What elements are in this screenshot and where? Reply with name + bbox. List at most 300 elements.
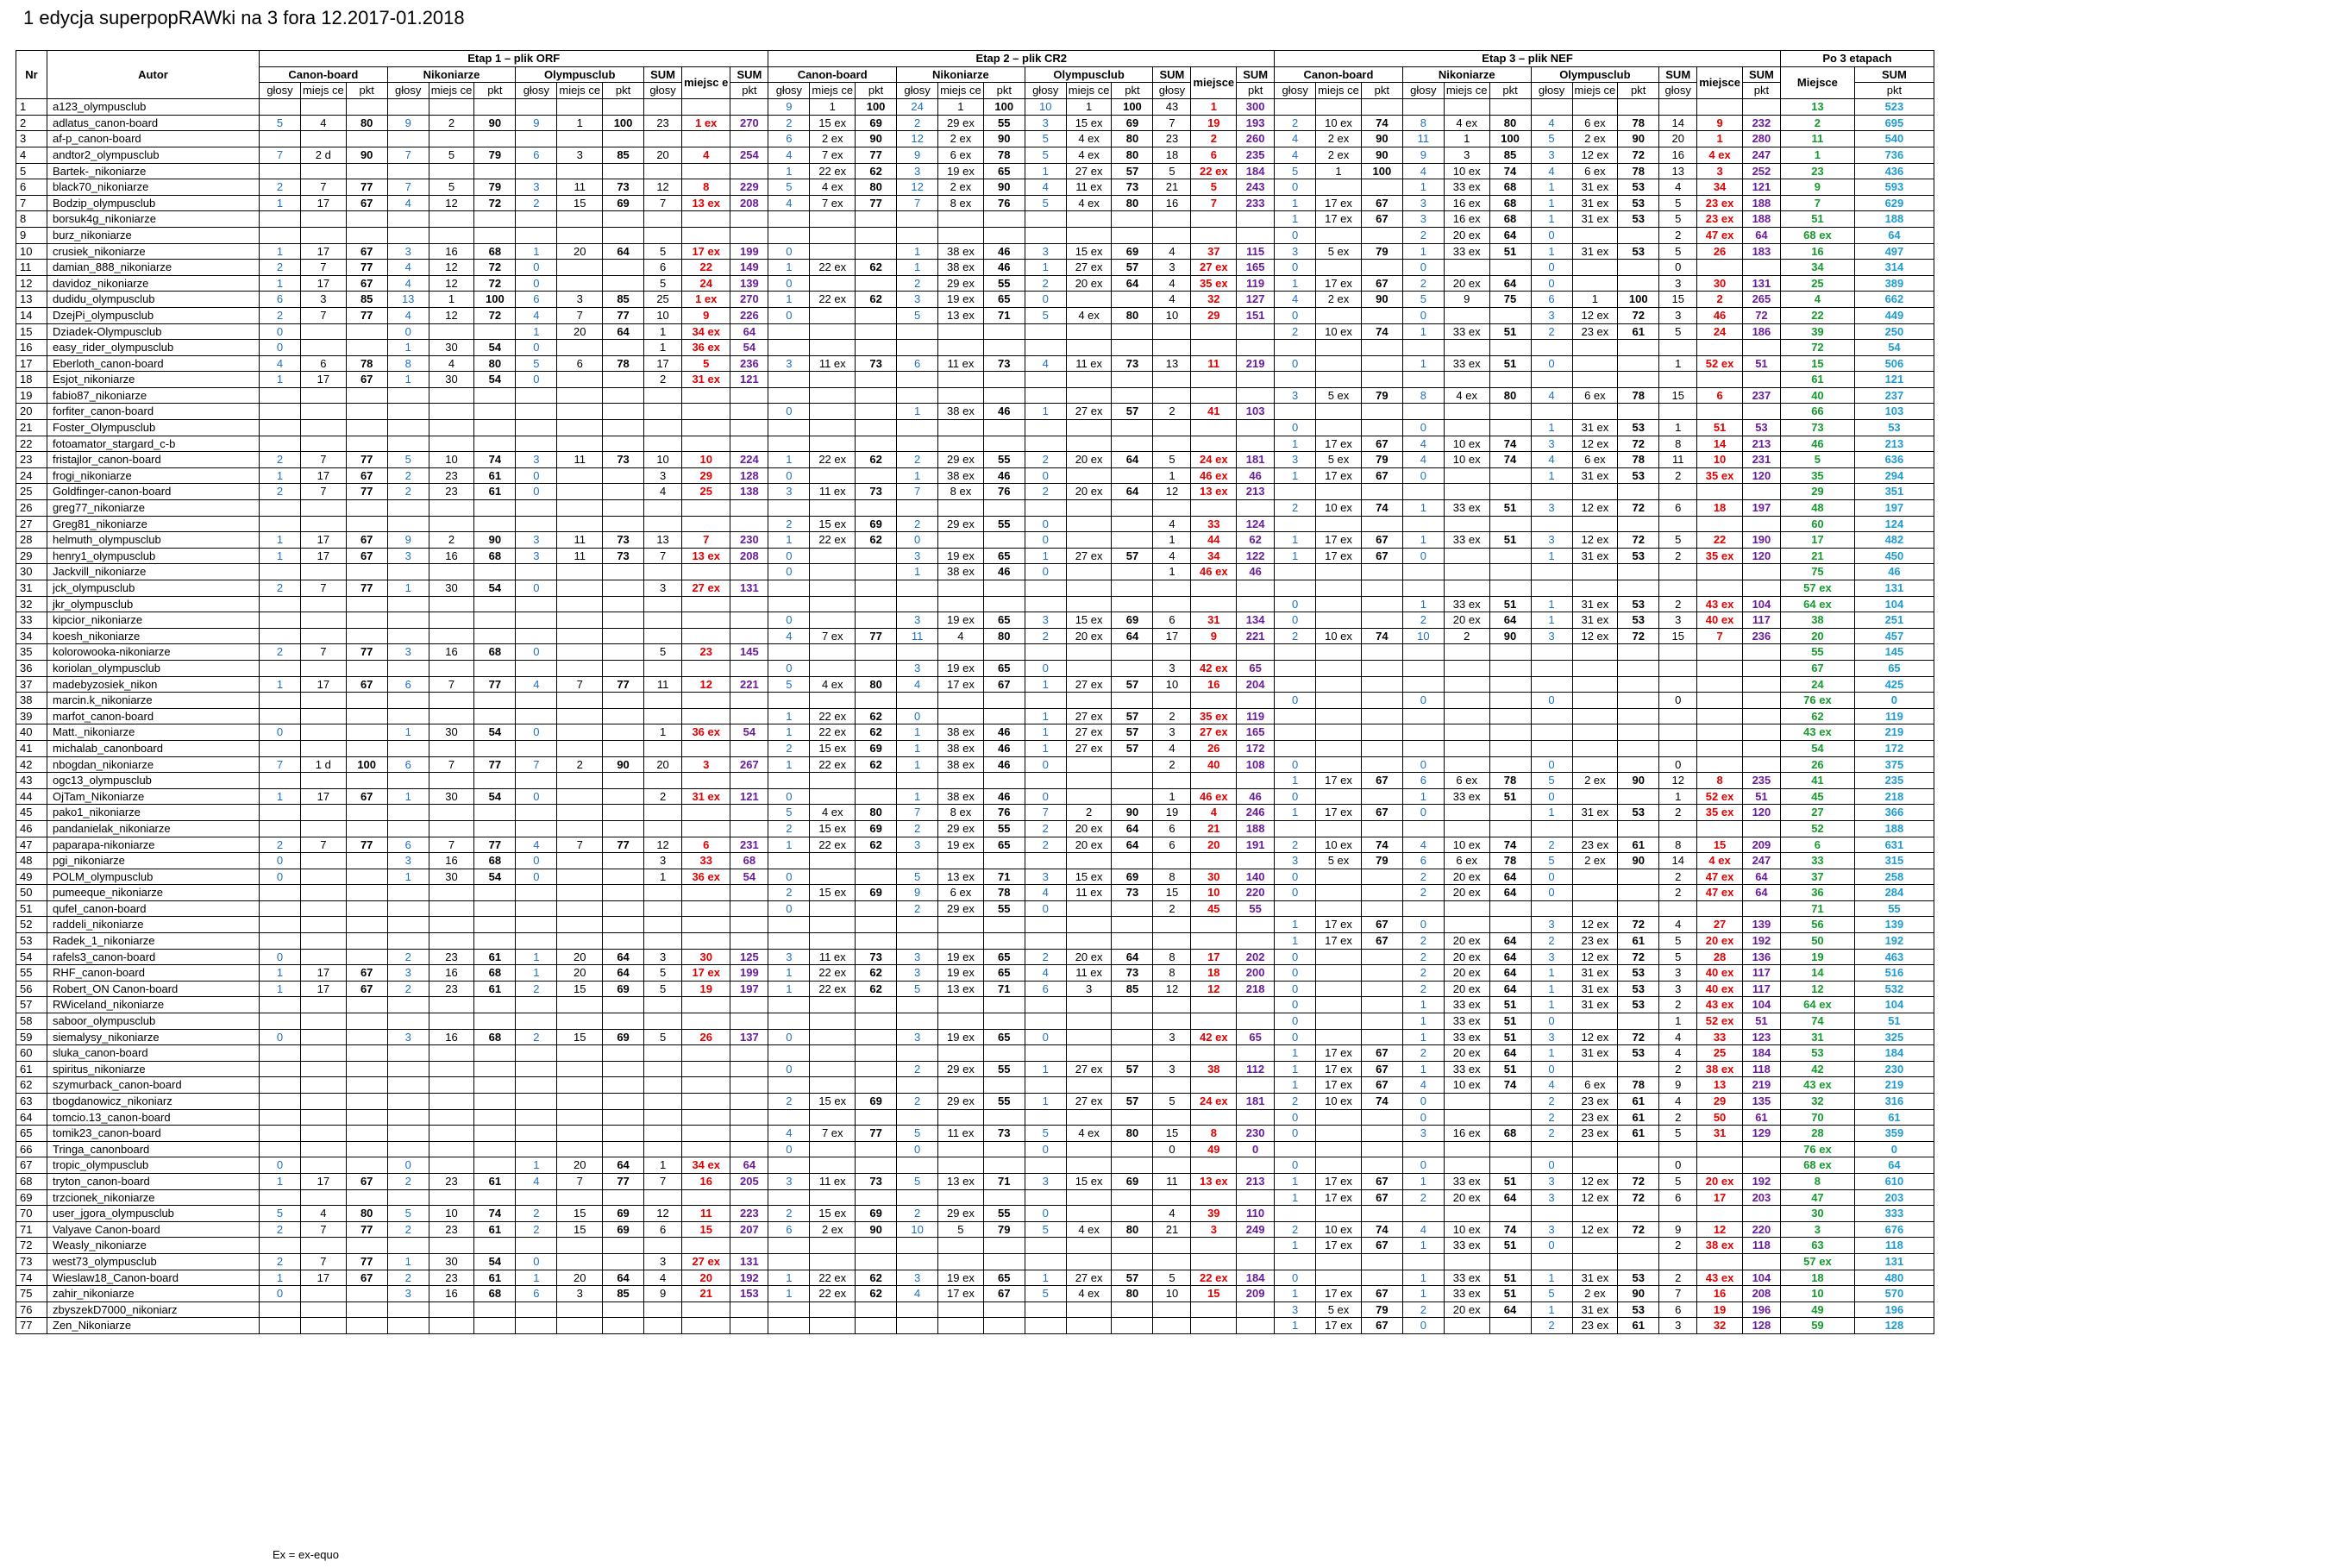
stage1-points: [603, 1141, 644, 1157]
stage3-sum-votes: 1: [1659, 788, 1697, 805]
stage3-sum-votes: 14: [1659, 853, 1697, 869]
table-row: [16, 933, 1934, 950]
stage2-sum-votes: [1153, 372, 1191, 388]
stage3-votes: 1: [1275, 773, 1316, 789]
stage2-points: [983, 1141, 1025, 1157]
stage3-place: 23 ex: [1572, 933, 1618, 950]
stage1-sum-place: 36 ex: [682, 724, 730, 741]
stage3-votes: 4: [1531, 387, 1572, 404]
stage3-sum-points: 209: [1742, 837, 1780, 853]
final-place: 34: [1780, 260, 1854, 276]
stage1-sum-place: 33: [682, 853, 730, 869]
final-place: 53: [1780, 1045, 1854, 1062]
table-row: [16, 260, 1934, 276]
stage1-sum-points: [730, 820, 768, 837]
stage1-sum-place: [682, 628, 730, 644]
stage2-place: 22 ex: [810, 452, 856, 468]
sum-header: SUM: [1237, 66, 1275, 83]
stage1-points: 90: [474, 115, 516, 131]
stage1-points: [603, 372, 644, 388]
stage1-place: 23: [429, 949, 474, 965]
votes-header: głosy: [1531, 83, 1572, 99]
stage2-votes: 0: [768, 275, 810, 292]
stage1-votes: 6: [516, 292, 557, 308]
stage1-votes: [516, 99, 557, 116]
final-place: 5: [1780, 452, 1854, 468]
stage3-votes: 1: [1531, 981, 1572, 997]
stage3-sum-votes: 5: [1659, 243, 1697, 260]
stage1-place: 4: [429, 355, 474, 372]
stage2-votes: 0: [1025, 900, 1066, 917]
stage2-place: [1066, 372, 1112, 388]
stage3-points: 51: [1489, 323, 1531, 340]
stage2-sum-votes: 10: [1153, 1286, 1191, 1302]
stage2-sum-votes: [1153, 1109, 1191, 1126]
stage2-votes: 11: [897, 628, 938, 644]
stage3-place: [1316, 1206, 1362, 1222]
stage1-place: [429, 1094, 474, 1110]
stage2-place: 29 ex: [938, 820, 984, 837]
stage3-votes: 0: [1275, 355, 1316, 372]
stage1-points: [474, 1157, 516, 1174]
stage3-sum-points: [1742, 372, 1780, 388]
stage1-points: [346, 211, 387, 228]
stage1-place: [301, 1301, 347, 1318]
stage3-place: 20 ex: [1444, 869, 1489, 885]
stage1-points: [603, 131, 644, 147]
stage3-votes: 1: [1531, 1045, 1572, 1062]
stage1-votes: [260, 564, 301, 580]
stage2-votes: 3: [1025, 1173, 1066, 1189]
stage3-sum-votes: 0: [1659, 1157, 1697, 1174]
stage2-sum-votes: [1153, 933, 1191, 950]
stage3-points: [1361, 1029, 1402, 1045]
final-points: 184: [1854, 1045, 1934, 1062]
stage3-place: 12 ex: [1572, 1029, 1618, 1045]
stage2-votes: [1025, 340, 1066, 356]
stage2-sum-place: 15: [1191, 1286, 1237, 1302]
final-place: 15: [1780, 355, 1854, 372]
final-points: 314: [1854, 260, 1934, 276]
stage2-votes: 1: [897, 467, 938, 484]
stage3-place: [1572, 580, 1618, 597]
stage1-sum-place: 17 ex: [682, 243, 730, 260]
stage1-points: [346, 917, 387, 933]
stage3-place: 20 ex: [1444, 933, 1489, 950]
stage3-place: 17 ex: [1316, 773, 1362, 789]
final-header: Po 3 etapach: [1780, 51, 1934, 67]
author-name: Bodzip_olympusclub: [47, 195, 260, 211]
sum-place-header: miejsc e: [682, 66, 730, 99]
stage3-votes: 1: [1402, 1061, 1444, 1077]
row-number: 45: [16, 805, 47, 821]
stage1-place: [301, 227, 347, 243]
stage3-points: [1361, 564, 1402, 580]
stage1-place: 16: [429, 853, 474, 869]
stage3-place: 33 ex: [1444, 1173, 1489, 1189]
stage2-votes: 3: [897, 837, 938, 853]
stage2-sum-votes: [1153, 644, 1191, 661]
stage1-points: [346, 436, 387, 452]
stage1-votes: 4: [516, 307, 557, 323]
stage1-sum-place: 1 ex: [682, 115, 730, 131]
stage3-points: [1618, 708, 1659, 724]
stage1-votes: [516, 420, 557, 436]
stage1-votes: [516, 612, 557, 629]
stage2-votes: 7: [897, 195, 938, 211]
stage3-points: [1361, 965, 1402, 982]
table-row: [16, 660, 1934, 676]
row-number: 75: [16, 1286, 47, 1302]
stage3-votes: 2: [1402, 869, 1444, 885]
stage3-points: [1489, 900, 1531, 917]
stage1-votes: 2: [516, 981, 557, 997]
stage1-votes: [516, 1141, 557, 1157]
stage1-points: [603, 596, 644, 612]
stage2-points: [856, 788, 897, 805]
stage1-points: 78: [346, 355, 387, 372]
final-points: 636: [1854, 452, 1934, 468]
stage1-points: 68: [474, 644, 516, 661]
stage1-votes: 2: [387, 467, 429, 484]
stage1-sum-votes: [644, 404, 682, 420]
stage3-votes: [1275, 99, 1316, 116]
stage3-sum-points: 219: [1742, 1077, 1780, 1094]
stage3-sum-points: 197: [1742, 500, 1780, 517]
stage1-sum-place: [682, 900, 730, 917]
row-number: 46: [16, 820, 47, 837]
row-number: 39: [16, 708, 47, 724]
stage2-votes: 1: [1025, 676, 1066, 693]
table-row: [16, 467, 1934, 484]
final-points: 366: [1854, 805, 1934, 821]
stage3-sum-votes: 20: [1659, 131, 1697, 147]
stage1-place: [557, 773, 603, 789]
stage3-points: 74: [1361, 1094, 1402, 1110]
stage1-place: [557, 436, 603, 452]
stage1-votes: [387, 612, 429, 629]
row-number: 65: [16, 1126, 47, 1142]
stage1-sum-place: [682, 211, 730, 228]
stage3-sum-points: [1742, 708, 1780, 724]
stage1-votes: [260, 612, 301, 629]
stage1-place: 17: [301, 1270, 347, 1286]
stage3-sum-votes: 6: [1659, 1301, 1697, 1318]
stage1-sum-place: 17 ex: [682, 965, 730, 982]
stage2-sum-points: [1237, 211, 1275, 228]
stage3-sum-votes: [1659, 372, 1697, 388]
stage2-place: [810, 1013, 856, 1030]
stage1-votes: 1: [516, 965, 557, 982]
row-number: 42: [16, 756, 47, 773]
stage2-sum-points: 188: [1237, 820, 1275, 837]
stage2-votes: 5: [1025, 307, 1066, 323]
stage3-sum-points: 183: [1742, 243, 1780, 260]
stage2-votes: 1: [1025, 724, 1066, 741]
stage2-votes: [768, 436, 810, 452]
stage1-sum-votes: 12: [644, 179, 682, 196]
votes-header: głosy: [768, 83, 810, 99]
stage1-points: 67: [346, 965, 387, 982]
stage2-votes: 1: [897, 788, 938, 805]
stage1-votes: [387, 900, 429, 917]
stage3-place: 2: [1444, 628, 1489, 644]
stage1-sum-points: 226: [730, 307, 768, 323]
stage2-sum-place: 10: [1191, 885, 1237, 901]
place-header: miejs ce: [301, 83, 347, 99]
stage2-place: 7 ex: [810, 147, 856, 163]
stage3-votes: 0: [1402, 1157, 1444, 1174]
stage1-sum-place: [682, 227, 730, 243]
stage3-points: [1361, 724, 1402, 741]
stage2-points: [983, 853, 1025, 869]
stage3-sum-votes: [1659, 1141, 1697, 1157]
stage2-points: 65: [983, 163, 1025, 179]
stage3-votes: [1275, 564, 1316, 580]
stage3-place: [1316, 820, 1362, 837]
stage3-sum-place: 1: [1697, 131, 1743, 147]
stage1-sum-place: 36 ex: [682, 340, 730, 356]
stage1-place: [557, 869, 603, 885]
stage3-votes: 0: [1402, 548, 1444, 564]
stage2-place: 2 ex: [938, 131, 984, 147]
stage3-votes: 1: [1275, 1077, 1316, 1094]
stage3-place: [1316, 1126, 1362, 1142]
stage1-place: [557, 211, 603, 228]
row-number: 38: [16, 693, 47, 709]
sum-header: SUM: [1742, 66, 1780, 83]
stage2-sum-votes: 3: [1153, 724, 1191, 741]
stage3-place: 10 ex: [1444, 436, 1489, 452]
final-points: 64: [1854, 227, 1934, 243]
stage3-points: 68: [1489, 1126, 1531, 1142]
stage3-points: [1489, 1253, 1531, 1270]
stage2-place: 27 ex: [1066, 1094, 1112, 1110]
stage3-sum-points: 139: [1742, 917, 1780, 933]
stage2-votes: 5: [897, 307, 938, 323]
stage2-place: 2 ex: [938, 179, 984, 196]
stage2-votes: 3: [897, 660, 938, 676]
table-row: [16, 115, 1934, 131]
stage3-points: 67: [1361, 1189, 1402, 1206]
author-name: Foster_Olympusclub: [47, 420, 260, 436]
stage3-sum-place: [1697, 820, 1743, 837]
stage3-place: 33 ex: [1444, 179, 1489, 196]
stage1-place: 17: [301, 548, 347, 564]
stage1-votes: 6: [260, 292, 301, 308]
stage2-place: [810, 340, 856, 356]
stage2-sum-votes: 17: [1153, 628, 1191, 644]
stage3-place: [1444, 99, 1489, 116]
stage3-votes: 4: [1402, 837, 1444, 853]
stage3-place: [1444, 1109, 1489, 1126]
stage2-votes: 5: [1025, 195, 1066, 211]
stage3-place: 6 ex: [1572, 452, 1618, 468]
stage3-place: 17 ex: [1316, 532, 1362, 549]
stage1-place: 30: [429, 372, 474, 388]
stage1-points: 64: [603, 1270, 644, 1286]
stage2-place: 29 ex: [938, 1061, 984, 1077]
stage2-sum-points: [1237, 1157, 1275, 1174]
stage3-sum-votes: 2: [1659, 805, 1697, 821]
stage3-votes: 0: [1275, 965, 1316, 982]
stage3-sum-points: 220: [1742, 1221, 1780, 1238]
stage1-votes: 0: [387, 1157, 429, 1174]
table-row: [16, 1077, 1934, 1094]
stage2-points: [1112, 1206, 1153, 1222]
stage2-place: [1066, 773, 1112, 789]
stage2-votes: 0: [1025, 660, 1066, 676]
stage3-points: 72: [1618, 500, 1659, 517]
stage3-points: 78: [1489, 773, 1531, 789]
stage2-points: [1112, 340, 1153, 356]
stage2-place: [810, 387, 856, 404]
stage2-points: 69: [1112, 1173, 1153, 1189]
stage3-votes: [1275, 708, 1316, 724]
stage2-points: [1112, 596, 1153, 612]
stage2-sum-place: [1191, 1109, 1237, 1126]
stage2-votes: 7: [897, 805, 938, 821]
stage3-sum-place: [1697, 372, 1743, 388]
stage2-points: [1112, 660, 1153, 676]
stage3-place: 5 ex: [1316, 387, 1362, 404]
stage2-sum-votes: 1: [1153, 564, 1191, 580]
stage1-sum-votes: [644, 211, 682, 228]
author-name: user_jgora_olympusclub: [47, 1206, 260, 1222]
stage1-place: [557, 660, 603, 676]
stage1-sum-points: [730, 997, 768, 1013]
stage3-sum-place: 52 ex: [1697, 355, 1743, 372]
row-number: 60: [16, 1045, 47, 1062]
table-row: [16, 997, 1934, 1013]
stage2-votes: [897, 1013, 938, 1030]
stage2-sum-points: [1237, 1045, 1275, 1062]
stage1-sum-points: [730, 227, 768, 243]
stage2-place: [1066, 323, 1112, 340]
stage1-sum-place: 19: [682, 981, 730, 997]
stage1-points: [603, 404, 644, 420]
stage3-points: 90: [1618, 131, 1659, 147]
stage2-sum-place: 5: [1191, 179, 1237, 196]
author-name: Dziadek-Olympusclub: [47, 323, 260, 340]
stage1-votes: [260, 131, 301, 147]
stage1-votes: [387, 1061, 429, 1077]
stage2-place: 20 ex: [1066, 820, 1112, 837]
stage3-place: [1444, 820, 1489, 837]
stage2-points: 57: [1112, 548, 1153, 564]
stage2-sum-points: 300: [1237, 99, 1275, 116]
stage1-place: 3: [557, 147, 603, 163]
stage2-sum-points: 246: [1237, 805, 1275, 821]
stage3-sum-points: 64: [1742, 869, 1780, 885]
stage1-points: 85: [603, 292, 644, 308]
stage1-votes: 1: [260, 676, 301, 693]
stage2-points: [983, 420, 1025, 436]
stage3-place: 33 ex: [1444, 1270, 1489, 1286]
stage3-place: [1444, 740, 1489, 756]
stage2-place: 27 ex: [1066, 724, 1112, 741]
stage1-sum-points: [730, 628, 768, 644]
stage3-place: [1444, 467, 1489, 484]
final-points: 65: [1854, 660, 1934, 676]
stage3-sum-points: [1742, 693, 1780, 709]
stage2-votes: 3: [897, 548, 938, 564]
table-row: [16, 372, 1934, 388]
stage2-votes: [897, 1301, 938, 1318]
row-number: 68: [16, 1173, 47, 1189]
stage2-place: [810, 1157, 856, 1174]
stage3-place: 20 ex: [1444, 965, 1489, 982]
stage1-sum-points: 208: [730, 195, 768, 211]
stage2-points: 65: [983, 292, 1025, 308]
stage1-points: [603, 163, 644, 179]
table-row: [16, 580, 1934, 597]
stage3-sum-votes: 5: [1659, 1126, 1697, 1142]
stage1-place: 5: [429, 147, 474, 163]
stage2-points: 62: [856, 260, 897, 276]
stage3-place: 20 ex: [1444, 1189, 1489, 1206]
stage3-points: [1489, 516, 1531, 532]
stage3-points: 74: [1489, 452, 1531, 468]
stage3-place: 2 ex: [1316, 131, 1362, 147]
stage1-place: [301, 1238, 347, 1254]
stage2-points: 46: [983, 756, 1025, 773]
stage2-sum-points: [1237, 323, 1275, 340]
stage3-place: [1444, 516, 1489, 532]
stage3-votes: 1: [1402, 532, 1444, 549]
stage2-points: [856, 467, 897, 484]
stage3-place: 6 ex: [1572, 163, 1618, 179]
stage3-votes: [1275, 660, 1316, 676]
stage3-points: [1489, 644, 1531, 661]
stage3-place: [1316, 580, 1362, 597]
stage1-points: 54: [474, 869, 516, 885]
stage2-place: [1066, 467, 1112, 484]
page-title: 1 edycja superpopRAWki na 3 fora 12.2017-01.2018: [23, 7, 465, 28]
results-table: [16, 50, 1934, 1334]
stage2-votes: 0: [1025, 292, 1066, 308]
stage3-points: 68: [1489, 195, 1531, 211]
author-name: madebyzosiek_nikon: [47, 676, 260, 693]
stage3-sum-points: [1742, 740, 1780, 756]
stage2-place: [810, 404, 856, 420]
stage3-sum-points: 120: [1742, 805, 1780, 821]
stage1-points: [603, 740, 644, 756]
stage3-place: 12 ex: [1572, 436, 1618, 452]
stage1-votes: [260, 420, 301, 436]
stage2-place: 4 ex: [1066, 307, 1112, 323]
stage1-points: [346, 1301, 387, 1318]
stage2-votes: [1025, 372, 1066, 388]
stage1-place: 15: [557, 1221, 603, 1238]
stage1-votes: [387, 1141, 429, 1157]
stage1-points: [603, 820, 644, 837]
stage1-votes: [387, 387, 429, 404]
stage3-votes: 3: [1531, 1221, 1572, 1238]
stage1-sum-points: 199: [730, 965, 768, 982]
stage1-votes: 1: [260, 275, 301, 292]
stage1-points: 68: [474, 243, 516, 260]
stage1-sum-points: [730, 612, 768, 629]
stage1-place: 3: [301, 292, 347, 308]
stage1-votes: [516, 997, 557, 1013]
stage1-points: 67: [346, 1173, 387, 1189]
final-place: 59: [1780, 1318, 1854, 1334]
stage3-votes: [1275, 740, 1316, 756]
stage2-place: 27 ex: [1066, 708, 1112, 724]
row-number: 59: [16, 1029, 47, 1045]
stage1-votes: 4: [516, 676, 557, 693]
